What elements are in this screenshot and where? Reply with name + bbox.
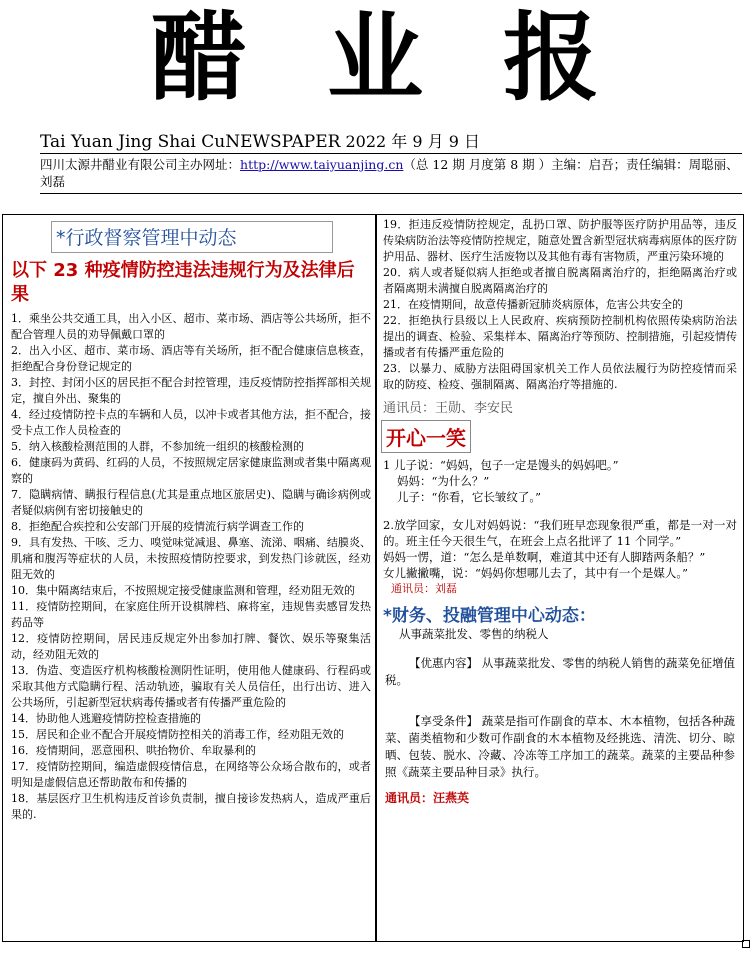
violation-list [11,311,371,823]
violation-list-continued [377,215,743,393]
section-title-box [51,221,333,253]
joke-line: 1 儿子说：“妈妈，包子一定是馒头的妈妈吧。” [383,458,619,472]
finance-section [377,626,743,781]
list-item: 7．隐瞒病情、瞒报行程信息(尤其是重点地区旅居史)、隐瞒与确诊病例或者疑似病例有密切接触史的 [11,488,371,517]
article-headline: 以下 23 种疫情防控违法违规行为及法律后果 [11,260,355,305]
masthead [0,0,750,120]
list-item: 9．具有发热、干咳、乏力、嗅觉味觉减退、鼻塞、流涕、咽痛、结膜炎、肌痛和腹泻等症状的人员，未按照疫情防控要求，到发热门诊就医，经劝阻无效的 [11,536,371,581]
spacer [385,643,735,655]
page-corner-marker [742,940,750,948]
list-item: 5．纳入核酸检测范围的人群，不参加统一组织的核酸检测的 [11,440,304,453]
english-title: Tai Yuan Jing Shai CuNEWSPAPER [40,132,341,152]
jokes-section [377,457,743,597]
list-item: 12．疫情防控期间，居民违反规定外出参加打牌、餐饮、娱乐等聚集活动，经劝阻无效的 [11,632,371,661]
list-item: 2．出入小区、超市、菜市场、酒店等有关场所，拒不配合健康信息核查，拒绝配合身份登记规定的 [11,344,371,373]
finance-subtitle: 从事蔬菜批发、零售的纳税人 [399,627,549,641]
masthead-rule-bottom [40,193,742,194]
issue-editors: （总 12 期 月度第 8 期 ）主编：启吾；责任编辑：周聪丽、刘磊 [40,157,739,189]
list-item: 11．疫情防控期间，在家庭住所开设棋牌档、麻将室，违规售卖感冒发热药品等 [11,600,371,629]
joke-reporter: 通讯员：刘磊 [391,582,457,595]
left-column [2,214,376,942]
list-item: 19．拒违反疫情防控规定，乱扔口罩、防护服等医疗防护用品等，违反传染病防治法等疫情防控规定，随意处置含新型冠状病毒病原体的医疗防护用品、器材、医疗生活废物以及其他有毒有害物质，严重污染环境的 [383,218,737,263]
joke-line: 女儿撇撇嘴，说：“妈妈你想哪儿去了，其中有一个是媒人。” [383,566,689,580]
jokes-title: 开心一笑 [381,420,471,453]
list-item: 14．协助他人逃避疫情防控检查措施的 [11,712,201,725]
list-item: 15．居民和企业不配合开展疫情防控相关的消毒工作，经劝阻无效的 [11,728,344,741]
list-item: 18．基层医疗卫生机构违反首诊负责制，擅自接诊发热病人，造成严重后果的. [11,792,371,821]
issue-date: 2022 年 9 月 9 日 [340,132,481,151]
masthead-subtitle [40,132,480,152]
list-item: 8．拒绝配合疾控和公安部门开展的疫情流行病学调查工作的 [11,520,304,533]
joke-line: 2.放学回家，女儿对妈妈说：“我们班早恋现象很严重，都是一对一对的。班主任今天很生气，在班会上点名批评了 11 个同学。” [383,518,737,548]
finance-benefit: 【优惠内容】 从事蔬菜批发、零售的纳税人销售的蔬菜免征增值税。 [385,656,735,687]
finance-reporter: 通讯员：汪燕英 [385,791,470,805]
list-item: 6．健康码为黄码、红码的人员，不按照规定居家健康监测或者集中隔离观察的 [11,456,371,485]
list-item: 23．以暴力、威胁方法阻碍国家机关工作人员依法履行为防控疫情而采取的防疫、检疫、强制隔离、隔离治疗等措施的. [383,362,737,391]
finance-conditions: 【享受条件】 蔬菜是指可作副食的草本、木本植物，包括各种蔬菜、菌类植物和少数可作副食的木本植物及经挑选、清洗、切分、晾晒、包装、脱水、冷藏、冷冻等工序加工的蔬菜。蔬菜的主要品种参照《蔬菜主要品种目录》执行。 [385,714,735,779]
right-column [376,214,744,942]
section-title: *行政督察管理中动态 [56,227,237,249]
joke-line: 妈妈一愣，道：“怎么是单数啊，难道其中还有人脚踏两条船？” [383,550,706,564]
publisher-label: 四川太源井醋业有限公司主办网址： [40,157,241,172]
list-item: 20．病人或者疑似病人拒绝或者擅自脱离隔离治疗的，拒绝隔离治疗或者隔离期未满擅自脱离隔离治疗的 [383,266,737,295]
joke-line: 儿子：“你看，它长皱纹了。” [397,490,542,504]
list-item: 13．伪造、变造医疗机构核酸检测阴性证明，使用他人健康码、行程码或采取其他方式隐瞒行程、活动轨迹，骗取有关人员信任，出行出访、进入公共场所，引起新型冠状病毒传播或者有传播严重危险的 [11,664,371,709]
list-item: 16．疫情期间，恶意囤积、哄抬物价、牟取暴利的 [11,744,256,757]
list-item: 21．在疫情期间，故意传播新冠肺炎病原体，危害公共安全的 [383,298,683,311]
list-item: 22．拒绝执行县级以上人民政府、疾病预防控制机构依照传染病防治法提出的调查、检验、采集样本、隔离治疗等预防、控制措施，引起疫情传播或者有传播严重危险的 [383,314,737,359]
website-link[interactable]: http://www.taiyuanjing.cn [240,157,404,172]
list-item: 1．乘坐公共交通工具，出入小区、超市、菜市场、酒店等公共场所，拒不配合管理人员的劝导佩戴口罩的 [11,312,371,341]
masthead-rule [40,153,742,154]
list-item: 17．疫情防控期间，编造虚假疫情信息，在网络等公众场合散布的，或者明知是虚假信息还帮助散布和传播的 [11,760,371,789]
list-item: 10．集中隔离结束后，不按照规定接受健康监测和管理，经劝阻无效的 [11,584,355,597]
newspaper-title: 醋业报 [151,2,679,114]
spacer [385,689,735,713]
publisher-info [40,156,740,190]
finance-section-title: *财务、投融管理中心动态： [383,606,596,626]
list-item: 4．经过疫情防控卡点的车辆和人员，以冲卡或者其他方法，拒不配合，接受卡点工作人员检查的 [11,408,371,437]
reporter-credit: 通讯员：王勋、李安民 [383,401,514,416]
joke-line: 妈妈：“为什么？” [397,474,490,488]
list-item: 3．封控、封闭小区的居民拒不配合封控管理，违反疫情防控指挥部相关规定，擅自外出、聚集的 [11,376,371,405]
spacer [383,505,737,517]
